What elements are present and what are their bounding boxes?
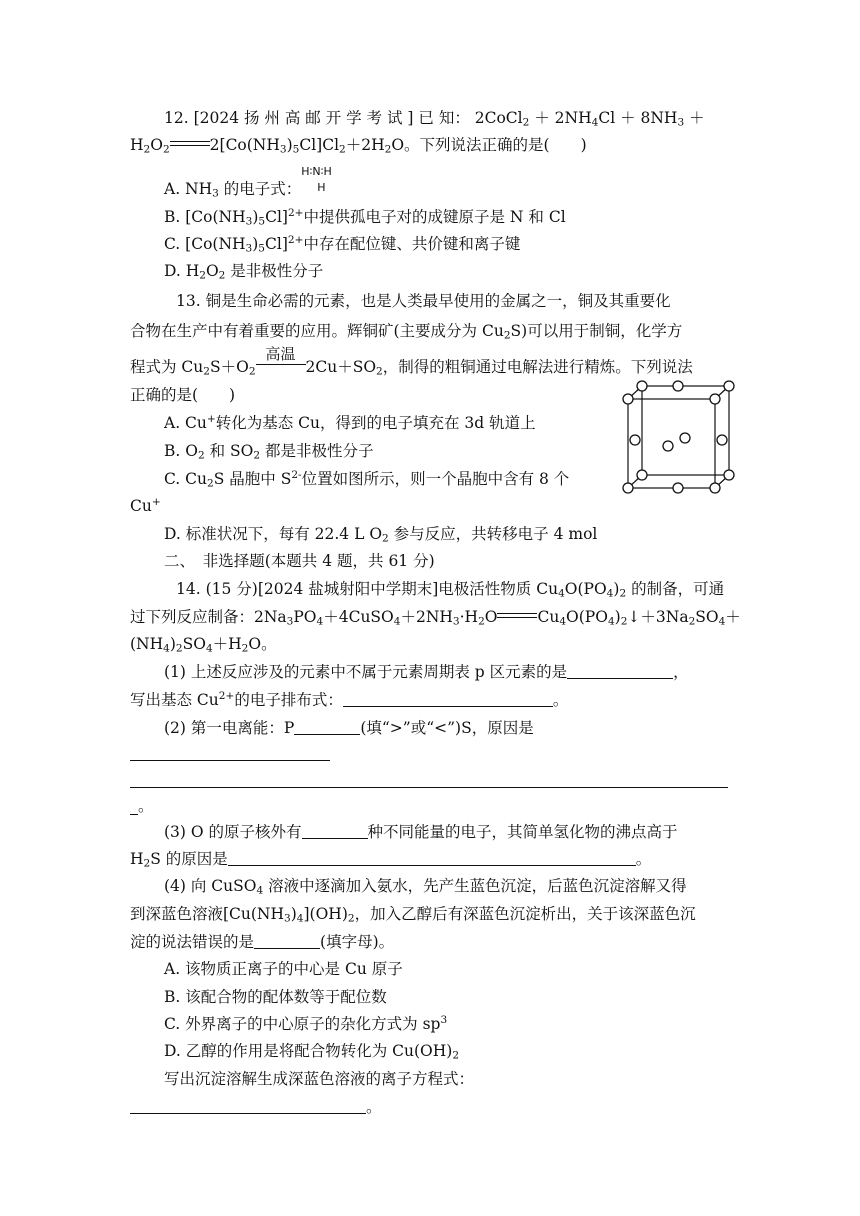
- nh3-lewis-structure: H∶N∶H H: [301, 165, 332, 194]
- q14-part4-option-a: A. 该物质正离子的中心是 Cu 原子: [164, 960, 403, 978]
- q13-option-a: A. Cu+转化为基态 Cu，得到的电子填充在 3d 轨道上: [164, 413, 536, 432]
- answer-blank[interactable]: [254, 932, 320, 949]
- answer-blank[interactable]: [130, 1097, 366, 1114]
- q13-option-d: D. 标准状况下，每有 22.4 L $O_2$ 参与反应，共转移电子 4 mol: [164, 525, 598, 545]
- answer-blank[interactable]: [567, 662, 673, 679]
- q14-part4-line4: 写出沉淀溶解生成深蓝色溶液的离子方程式：: [164, 1070, 475, 1088]
- q14-part4-option-d: D. 乙醇的作用是将配合物转化为 $Cu(OH)_2$: [164, 1042, 460, 1062]
- q14-part2-line1: (2) 第一电离能：P (填“>”或“<”)S，原因是: [164, 719, 534, 737]
- q14-part4-line2: 到深蓝色溶液$[Cu(NH_3)_4](OH)_2$，加入乙醇后有深蓝色沉淀析出，关于该深蓝色沉: [130, 905, 696, 925]
- q14-part4-line5: 。: [130, 1097, 382, 1117]
- q12-option-a: A. $NH_3$ 的电子式： H∶N∶H H: [164, 179, 345, 199]
- answer-blank[interactable]: [294, 718, 360, 735]
- answer-line[interactable]: [130, 760, 330, 761]
- q13-stem-line1: 13. 铜是生命必需的元素，也是人类最早使用的金属之一，铜及其重要化: [176, 292, 671, 310]
- equals-sign-icon: [497, 611, 537, 621]
- q13-stem-line2: 合物在生产中有着重要的应用。辉铜矿(主要成分为 $Cu_2S$)可以用于制铜，化学方: [130, 322, 683, 342]
- q14-part4-option-c: C. 外界离子的中心原子的杂化方式为 $sp^3$: [164, 1014, 448, 1033]
- q14-stem-line3: $(NH_4)_2SO_4+H_2O$。: [130, 635, 277, 655]
- q14-part2-end: 。: [138, 797, 154, 815]
- reaction-condition: 高温: [256, 358, 306, 374]
- q12-option-d: D. $H_2O_2$ 是非极性分子: [164, 262, 324, 282]
- q13-option-b: B. $O_2$ 和 $SO_2$ 都是非极性分子: [164, 442, 374, 462]
- q14-part4-option-b: B. 该配合物的配体数等于配位数: [164, 988, 387, 1006]
- q14-part1-line2: 写出基态 $Cu^{2+}$的电子排布式： 。: [130, 690, 569, 709]
- answer-line[interactable]: [130, 787, 728, 788]
- answer-blank[interactable]: [343, 690, 553, 707]
- q13-option-c-line1: C. $Cu_2S$ 晶胞中 $S^{2-}$位置如图所示，则一个晶胞中含有 8 个: [164, 469, 570, 490]
- section-heading: 二、 非选择题(本题共 4 题，共 61 分): [164, 552, 435, 570]
- q12-option-c: C. $[Co(NH_3)_5Cl]^{2+}$中存在配位键、共价键和离子键: [164, 234, 521, 255]
- q14-part4-line1: (4) 向 CuSO$_4$ 溶液中逐滴加入氨水，先产生蓝色沉淀，后蓝色沉淀溶解又得: [164, 877, 687, 897]
- q14-part3-line2: $H_2S$ 的原因是 。: [130, 850, 652, 870]
- q14-stem-line1: 14. (15 分)[2024 盐城射阳中学期末]电极活性物质 $Cu_4O(PO_4)_2$ 的制备，可通: [176, 580, 725, 600]
- equals-sign-icon: [170, 139, 210, 149]
- answer-blank[interactable]: [228, 849, 636, 866]
- answer-line[interactable]: [130, 814, 138, 815]
- cu2s-unit-cell-figure: [618, 378, 738, 500]
- q12-stem-line1: 12. [2024 扬 州 高 邮 开 学 考 试 ] 已 知： 2CoCl$_2$ ＋ $2NH_4Cl + 8NH_3$ ＋: [164, 109, 705, 129]
- q12-option-b: B. $[Co(NH_3)_5Cl]^{2+}$中提供孤电子对的成键原子是 N 和 Cl: [164, 207, 566, 228]
- q12-stem-line2: $H_2O_2$ $2[Co(NH_3)_5Cl]Cl_2+2H_2O$。下列说法正确的是( ): [130, 136, 587, 156]
- q13-stem-line4: 正确的是( ): [130, 386, 236, 404]
- q14-part1-line1: (1) 上述反应涉及的元素中不属于元素周期表 p 区元素的是 ，: [164, 663, 689, 681]
- q13-option-c-line2: Cu+: [130, 496, 161, 515]
- answer-blank[interactable]: [302, 822, 368, 839]
- q14-part4-line3: 淀的说法错误的是 (填字母)。: [130, 933, 395, 951]
- q14-stem-line2: 过下列反应制备：$2Na_3PO_4+4CuSO_4+2NH_3\cdot H_2O$ $Cu_4O(PO_4)_2↓+3Na_2SO_4+$: [130, 608, 741, 628]
- q13-stem-line3: 程式为 $Cu_2S+O_2$ 高温 $2Cu+SO_2$，制得的粗铜通过电解法进行精炼。下列说法: [130, 345, 693, 378]
- q14-part3-line1: (3) O 的原子核外有 种不同能量的电子，其简单氢化物的沸点高于: [164, 823, 678, 841]
